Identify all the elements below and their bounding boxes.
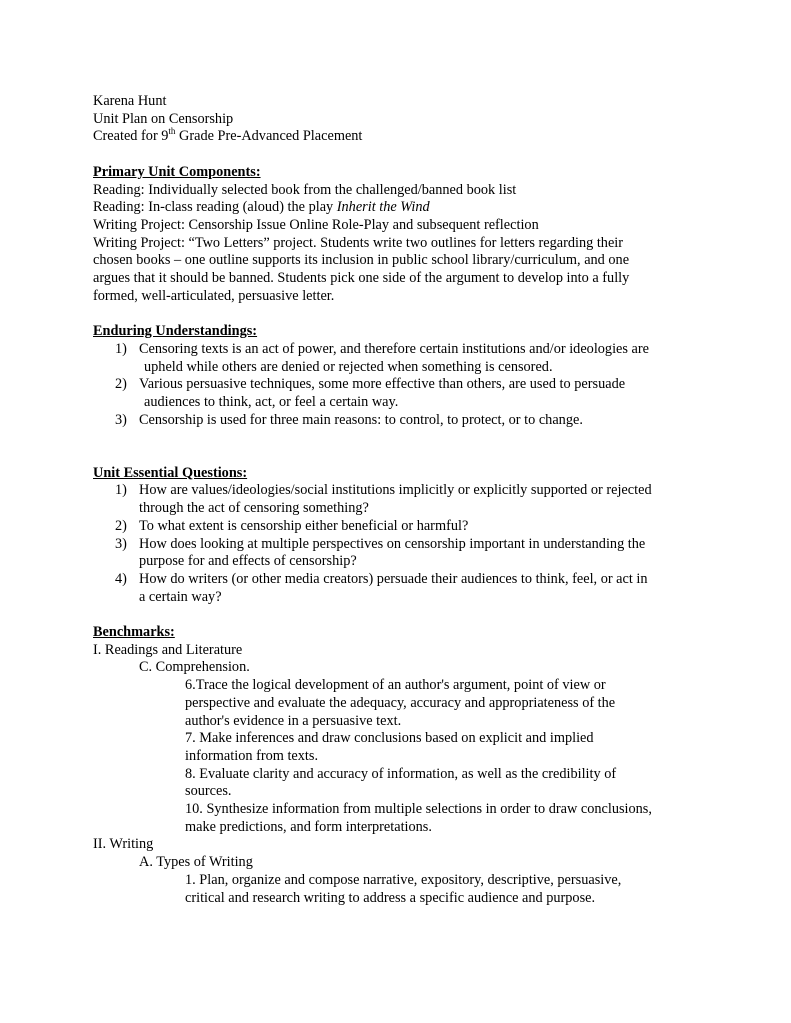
list-item: 4) How do writers (or other media creators) persuade their audiences to think, feel, or act in a certain way?	[115, 570, 648, 605]
benchmark-line: make predictions, and form interpretations.	[185, 818, 432, 835]
benchmark-line: 10. Synthesize information from multiple selections in order to draw conclusions,	[185, 801, 652, 818]
enduring-understandings-list	[93, 341, 703, 430]
grade-level: Created for 9th Grade Pre-Advanced Placement	[93, 125, 363, 145]
component-line: formed, well-articulated, persuasive letter.	[93, 287, 335, 304]
list-item: 1) How are values/ideologies/social institutions implicitly or explicitly supported or rejected through the act of censoring something?	[115, 482, 652, 517]
component-line: Writing Project: Censorship Issue Online Role-Play and subsequent reflection	[93, 216, 539, 233]
enduring-understandings-heading: Enduring Understandings:	[93, 323, 258, 340]
benchmarks-heading: Benchmarks:	[93, 624, 175, 641]
component-line: chosen books – one outline supports its inclusion in public school library/curriculum, and one	[93, 252, 630, 269]
list-item: 2) Various persuasive techniques, some more effective than others, are used to persuade audiences to think, act, or feel a certain way.	[115, 376, 626, 410]
list-item: 2) To what extent is censorship either beneficial or harmful?	[115, 517, 469, 534]
benchmark-section: II. Writing	[93, 836, 154, 853]
document-page	[93, 93, 703, 907]
component-line: Reading: In-class reading (aloud) the play Inherit the Wind	[93, 199, 430, 216]
benchmark-items	[93, 872, 703, 907]
benchmark-line: critical and research writing to address a specific audience and purpose.	[185, 889, 596, 906]
benchmark-subsection: C. Comprehension.	[139, 659, 250, 676]
component-line: argues that it should be banned. Students pick one side of the argument to develop into a fully	[93, 270, 630, 287]
document-title: Unit Plan on Censorship	[93, 110, 234, 127]
benchmark-line: information from texts.	[185, 747, 319, 764]
benchmark-line: 1. Plan, organize and compose narrative, expository, descriptive, persuasive,	[185, 871, 622, 888]
benchmark-line: author's evidence in a persuasive text.	[185, 712, 402, 729]
benchmark-subsection: A. Types of Writing	[139, 854, 253, 871]
list-item: 3) Censorship is used for three main reasons: to control, to protect, or to change.	[115, 411, 583, 428]
benchmark-line: 7. Make inferences and draw conclusions based on explicit and implied	[185, 730, 594, 747]
benchmark-line: 8. Evaluate clarity and accuracy of information, as well as the credibility of	[185, 765, 617, 782]
component-line: Reading: Individually selected book from the challenged/banned book list	[93, 181, 517, 198]
author-name: Karena Hunt	[93, 93, 167, 109]
component-line: Writing Project: “Two Letters” project. Students write two outlines for letters regarding their	[93, 234, 624, 251]
benchmark-line: 6.Trace the logical development of an author's argument, point of view or	[185, 677, 606, 694]
essential-questions-list	[93, 482, 703, 606]
benchmark-items	[93, 677, 703, 836]
list-item: 1) Censoring texts is an act of power, and therefore certain institutions and/or ideologies are upheld while others are denied or rejected when something is censored.	[115, 340, 649, 375]
list-item: 3) How does looking at multiple perspectives on censorship important in understanding the purpose for and effects of censorship?	[115, 535, 646, 570]
essential-questions-heading: Unit Essential Questions:	[93, 464, 248, 481]
benchmark-line: perspective and evaluate the adequacy, accuracy and appropriateness of the	[185, 694, 616, 711]
benchmark-section: I. Readings and Literature	[93, 641, 243, 658]
primary-components-heading: Primary Unit Components:	[93, 163, 261, 180]
benchmark-line: sources.	[185, 783, 232, 800]
play-title: Inherit the Wind	[336, 199, 430, 216]
